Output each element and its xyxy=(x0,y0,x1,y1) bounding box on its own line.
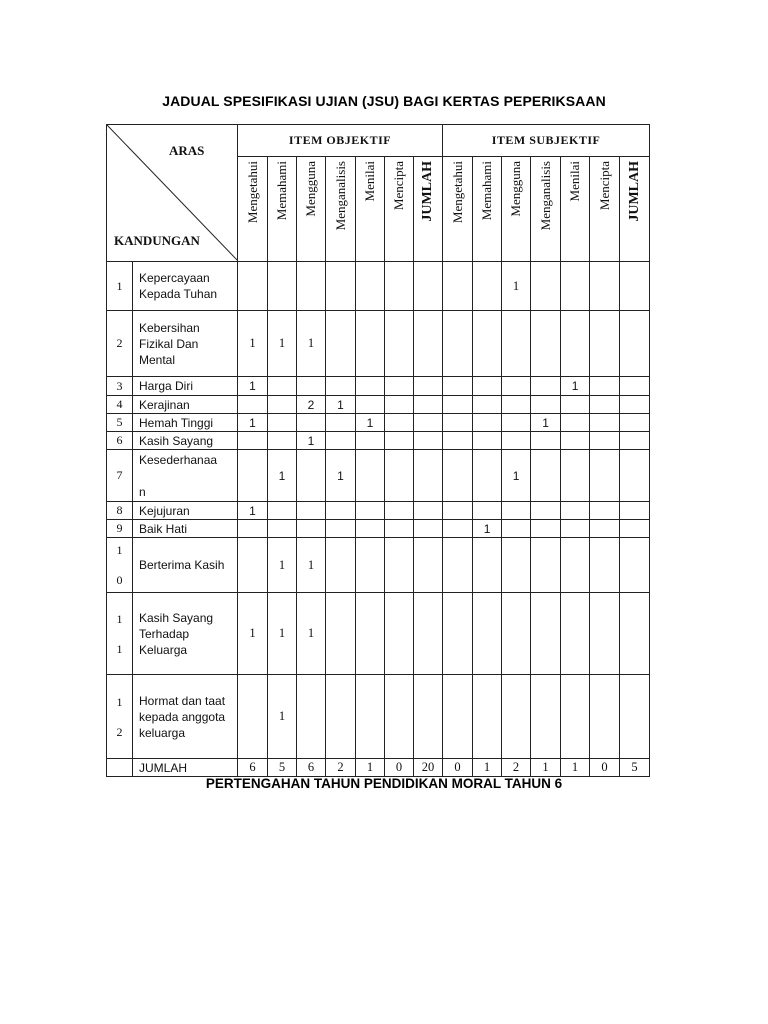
value-cell-obj-5 xyxy=(356,593,385,675)
row-number-digit: 1 xyxy=(116,694,123,709)
value-cell-sub-1 xyxy=(443,377,473,396)
value-cell-sub-4 xyxy=(531,450,561,502)
value-cell-obj-1: 1 xyxy=(238,593,268,675)
value-cell-sub-7 xyxy=(620,432,650,450)
value-cell-obj-4: 1 xyxy=(326,450,356,502)
value-cell-sub-5 xyxy=(561,262,590,311)
value-cell-obj-7 xyxy=(414,520,443,538)
value-cell-sub-1 xyxy=(443,502,473,520)
value-cell-obj-2 xyxy=(268,262,297,311)
value-cell-obj-6 xyxy=(385,675,414,759)
value-cell-obj-1: 1 xyxy=(238,311,268,377)
table-row xyxy=(107,262,650,311)
level-header-obj-1 xyxy=(238,157,268,262)
value-cell-sub-1 xyxy=(443,311,473,377)
row-number-digit: 0 xyxy=(116,573,123,587)
value-cell-sub-3: 1 xyxy=(502,450,531,502)
value-cell-sub-5 xyxy=(561,432,590,450)
row-number xyxy=(107,675,133,759)
total-cell: 1 xyxy=(531,759,561,777)
value-cell-obj-2: 1 xyxy=(268,311,297,377)
value-cell-obj-6 xyxy=(385,311,414,377)
table-row xyxy=(107,538,650,593)
value-cell-obj-7 xyxy=(414,593,443,675)
value-cell-obj-1 xyxy=(238,432,268,450)
value-cell-obj-3 xyxy=(297,675,326,759)
value-cell-obj-3: 1 xyxy=(297,593,326,675)
value-cell-obj-2 xyxy=(268,520,297,538)
value-cell-obj-4 xyxy=(326,538,356,593)
total-cell: 20 xyxy=(414,759,443,777)
level-header-label: Memahami xyxy=(479,161,495,221)
value-cell-sub-5 xyxy=(561,520,590,538)
row-number-digit: 2 xyxy=(116,336,123,350)
table-row xyxy=(107,675,650,759)
value-cell-sub-2 xyxy=(473,414,502,432)
level-header-obj-5 xyxy=(356,157,385,262)
value-cell-obj-1 xyxy=(238,538,268,593)
row-number xyxy=(107,502,133,520)
row-label: Kesederhanaa n xyxy=(133,450,238,502)
total-cell: 0 xyxy=(443,759,473,777)
value-cell-sub-4 xyxy=(531,377,561,396)
value-cell-sub-6 xyxy=(590,414,620,432)
value-cell-sub-2 xyxy=(473,311,502,377)
value-cell-sub-1 xyxy=(443,396,473,414)
value-cell-sub-3 xyxy=(502,520,531,538)
table-row xyxy=(107,396,650,414)
value-cell-sub-7 xyxy=(620,262,650,311)
value-cell-obj-1 xyxy=(238,675,268,759)
value-cell-sub-7 xyxy=(620,520,650,538)
value-cell-sub-3: 1 xyxy=(502,262,531,311)
value-cell-sub-3 xyxy=(502,414,531,432)
value-cell-obj-4 xyxy=(326,414,356,432)
row-number-digit: 4 xyxy=(116,397,123,411)
value-cell-sub-2 xyxy=(473,675,502,759)
value-cell-sub-2 xyxy=(473,432,502,450)
level-header-label: Mengguna xyxy=(303,161,318,217)
value-cell-obj-4: 1 xyxy=(326,396,356,414)
value-cell-sub-6 xyxy=(590,377,620,396)
value-cell-sub-4 xyxy=(531,538,561,593)
level-header-sub-4 xyxy=(531,157,561,262)
row-number-digit: 1 xyxy=(116,543,123,557)
jsu-table xyxy=(106,124,650,777)
level-header-sub-2 xyxy=(473,157,502,262)
value-cell-obj-6 xyxy=(385,377,414,396)
value-cell-obj-5 xyxy=(356,450,385,502)
value-cell-sub-2 xyxy=(473,377,502,396)
value-cell-obj-4 xyxy=(326,432,356,450)
level-header-label: Mengetahui xyxy=(244,161,260,224)
value-cell-sub-1 xyxy=(443,414,473,432)
table-row xyxy=(107,593,650,675)
value-cell-obj-5 xyxy=(356,396,385,414)
level-header-label: Menganalisis xyxy=(332,161,348,231)
level-header-obj-4 xyxy=(326,157,356,262)
value-cell-obj-5 xyxy=(356,502,385,520)
value-cell-obj-2 xyxy=(268,502,297,520)
value-cell-sub-3 xyxy=(502,311,531,377)
total-cell: 0 xyxy=(385,759,414,777)
level-header-sub-3 xyxy=(502,157,531,262)
value-cell-obj-2 xyxy=(268,396,297,414)
row-label: Kasih Sayang Terhadap Keluarga xyxy=(133,593,238,675)
value-cell-sub-3 xyxy=(502,538,531,593)
row-number xyxy=(107,262,133,311)
value-cell-sub-6 xyxy=(590,675,620,759)
value-cell-sub-2 xyxy=(473,538,502,593)
row-label: Kepercayaan Kepada Tuhan xyxy=(133,262,238,311)
value-cell-obj-1 xyxy=(238,396,268,414)
value-cell-sub-7 xyxy=(620,538,650,593)
level-header-label: Mengguna xyxy=(508,161,524,217)
value-cell-sub-5 xyxy=(561,414,590,432)
row-number xyxy=(107,396,133,414)
total-label: JUMLAH xyxy=(133,759,238,777)
value-cell-sub-6 xyxy=(590,432,620,450)
value-cell-obj-1: 1 xyxy=(238,377,268,396)
corner-label-aras: ARAS xyxy=(169,143,205,158)
value-cell-obj-4 xyxy=(326,593,356,675)
value-cell-sub-6 xyxy=(590,520,620,538)
value-cell-obj-4 xyxy=(326,311,356,377)
value-cell-sub-2 xyxy=(473,262,502,311)
row-number xyxy=(107,377,133,396)
value-cell-obj-4 xyxy=(326,675,356,759)
value-cell-sub-6 xyxy=(590,311,620,377)
value-cell-obj-7 xyxy=(414,538,443,593)
value-cell-sub-7 xyxy=(620,502,650,520)
value-cell-sub-1 xyxy=(443,520,473,538)
row-number-digit: 2 xyxy=(116,724,123,739)
level-header-label: Memahami xyxy=(274,161,289,221)
value-cell-sub-7 xyxy=(620,593,650,675)
total-cell: 5 xyxy=(268,759,297,777)
row-label: Harga Diri xyxy=(133,377,238,396)
row-number xyxy=(107,414,133,432)
row-label: Kebersihan Fizikal Dan Mental xyxy=(133,311,238,377)
row-number-digit: 7 xyxy=(116,468,123,482)
level-header-obj-2 xyxy=(268,157,297,262)
row-label: Hemah Tinggi xyxy=(133,414,238,432)
value-cell-obj-4 xyxy=(326,262,356,311)
value-cell-obj-7 xyxy=(414,432,443,450)
value-cell-obj-4 xyxy=(326,520,356,538)
value-cell-obj-3 xyxy=(297,414,326,432)
value-cell-obj-4 xyxy=(326,377,356,396)
value-cell-obj-3: 1 xyxy=(297,538,326,593)
level-header-label: Mengetahui xyxy=(449,161,465,224)
level-header-label: Menilai xyxy=(362,161,377,202)
value-cell-sub-1 xyxy=(443,432,473,450)
value-cell-obj-6 xyxy=(385,538,414,593)
value-cell-obj-1: 1 xyxy=(238,502,268,520)
table-row xyxy=(107,502,650,520)
value-cell-sub-6 xyxy=(590,262,620,311)
level-header-sub-1 xyxy=(443,157,473,262)
value-cell-sub-5 xyxy=(561,450,590,502)
row-label: Hormat dan taat kepada anggota keluarga xyxy=(133,675,238,759)
value-cell-obj-6 xyxy=(385,262,414,311)
total-cell: 1 xyxy=(473,759,502,777)
document-title: JADUAL SPESIFIKASI UJIAN (JSU) BAGI KERTAS PEPERIKSAAN xyxy=(162,93,606,109)
value-cell-sub-6 xyxy=(590,538,620,593)
value-cell-sub-1 xyxy=(443,538,473,593)
value-cell-obj-1: 1 xyxy=(238,414,268,432)
value-cell-obj-6 xyxy=(385,502,414,520)
total-cell: 1 xyxy=(561,759,590,777)
value-cell-obj-2: 1 xyxy=(268,593,297,675)
value-cell-sub-7 xyxy=(620,414,650,432)
value-cell-sub-6 xyxy=(590,450,620,502)
value-cell-sub-1 xyxy=(443,675,473,759)
value-cell-sub-1 xyxy=(443,593,473,675)
row-label: Kasih Sayang xyxy=(133,432,238,450)
level-header-sub-6 xyxy=(590,157,620,262)
value-cell-obj-5: 1 xyxy=(356,414,385,432)
total-cell: 0 xyxy=(590,759,620,777)
value-cell-obj-6 xyxy=(385,396,414,414)
value-cell-sub-6 xyxy=(590,593,620,675)
value-cell-sub-4 xyxy=(531,396,561,414)
value-cell-sub-7 xyxy=(620,675,650,759)
value-cell-obj-7 xyxy=(414,414,443,432)
group-header-objektif: ITEM OBJEKTIF xyxy=(238,125,443,157)
value-cell-obj-6 xyxy=(385,432,414,450)
value-cell-obj-5 xyxy=(356,377,385,396)
level-header-label: Menganalisis xyxy=(537,161,553,231)
value-cell-sub-6 xyxy=(590,502,620,520)
table-row xyxy=(107,520,650,538)
value-cell-sub-4 xyxy=(531,593,561,675)
document-subtitle: PERTENGAHAN TAHUN PENDIDIKAN MORAL TAHUN 6 xyxy=(205,776,563,791)
value-cell-obj-5 xyxy=(356,675,385,759)
value-cell-sub-5 xyxy=(561,396,590,414)
row-number xyxy=(107,520,133,538)
value-cell-obj-3 xyxy=(297,450,326,502)
value-cell-obj-2 xyxy=(268,414,297,432)
corner-header-cell xyxy=(107,125,238,262)
value-cell-obj-2 xyxy=(268,432,297,450)
row-number-digit: 6 xyxy=(116,433,123,447)
row-number xyxy=(107,538,133,593)
value-cell-sub-6 xyxy=(590,396,620,414)
value-cell-sub-1 xyxy=(443,262,473,311)
value-cell-sub-2 xyxy=(473,450,502,502)
row-label: Berterima Kasih xyxy=(133,538,238,593)
row-number xyxy=(107,432,133,450)
value-cell-obj-6 xyxy=(385,520,414,538)
value-cell-obj-3: 1 xyxy=(297,432,326,450)
corner-label-kandungan: KANDUNGAN xyxy=(114,233,200,248)
value-cell-obj-7 xyxy=(414,502,443,520)
level-header-label: JUMLAH xyxy=(420,161,436,222)
table-row xyxy=(107,377,650,396)
row-number-digit: 3 xyxy=(116,378,123,393)
row-number-digit: 8 xyxy=(116,503,123,517)
value-cell-sub-2 xyxy=(473,502,502,520)
value-cell-obj-2: 1 xyxy=(268,450,297,502)
value-cell-sub-4 xyxy=(531,520,561,538)
value-cell-obj-7 xyxy=(414,675,443,759)
value-cell-obj-5 xyxy=(356,538,385,593)
level-header-label: Menilai xyxy=(567,161,583,202)
level-header-obj-7 xyxy=(414,157,443,262)
total-cell: 6 xyxy=(297,759,326,777)
level-header-label: Mencipta xyxy=(596,161,612,211)
level-header-sub-5 xyxy=(561,157,590,262)
value-cell-sub-4: 1 xyxy=(531,414,561,432)
value-cell-obj-3: 1 xyxy=(297,311,326,377)
value-cell-obj-6 xyxy=(385,414,414,432)
value-cell-sub-7 xyxy=(620,311,650,377)
value-cell-obj-1 xyxy=(238,520,268,538)
value-cell-sub-7 xyxy=(620,396,650,414)
value-cell-sub-4 xyxy=(531,262,561,311)
value-cell-sub-4 xyxy=(531,311,561,377)
value-cell-sub-2 xyxy=(473,593,502,675)
value-cell-obj-3: 2 xyxy=(297,396,326,414)
value-cell-obj-2: 1 xyxy=(268,675,297,759)
value-cell-sub-4 xyxy=(531,502,561,520)
value-cell-obj-5 xyxy=(356,311,385,377)
level-header-label: Mencipta xyxy=(391,161,406,211)
value-cell-sub-2: 1 xyxy=(473,520,502,538)
total-cell: 1 xyxy=(356,759,385,777)
value-cell-obj-3 xyxy=(297,377,326,396)
total-row-number xyxy=(107,759,133,777)
value-cell-obj-7 xyxy=(414,311,443,377)
value-cell-obj-3 xyxy=(297,520,326,538)
value-cell-obj-4 xyxy=(326,502,356,520)
total-cell: 5 xyxy=(620,759,650,777)
row-number-digit: 1 xyxy=(116,278,123,293)
value-cell-obj-1 xyxy=(238,450,268,502)
value-cell-sub-3 xyxy=(502,432,531,450)
value-cell-obj-7 xyxy=(414,377,443,396)
row-label: Kerajinan xyxy=(133,396,238,414)
value-cell-obj-2: 1 xyxy=(268,538,297,593)
value-cell-obj-2 xyxy=(268,377,297,396)
value-cell-obj-5 xyxy=(356,262,385,311)
value-cell-sub-5 xyxy=(561,538,590,593)
value-cell-obj-1 xyxy=(238,262,268,311)
value-cell-sub-5: 1 xyxy=(561,377,590,396)
group-header-subjektif: ITEM SUBJEKTIF xyxy=(443,125,650,157)
row-number-digit: 5 xyxy=(116,415,123,429)
value-cell-obj-3 xyxy=(297,502,326,520)
value-cell-sub-5 xyxy=(561,593,590,675)
table-row xyxy=(107,311,650,377)
value-cell-sub-3 xyxy=(502,396,531,414)
value-cell-sub-1 xyxy=(443,450,473,502)
value-cell-obj-7 xyxy=(414,262,443,311)
value-cell-obj-6 xyxy=(385,450,414,502)
level-header-sub-7 xyxy=(620,157,650,262)
value-cell-sub-3 xyxy=(502,502,531,520)
total-cell: 6 xyxy=(238,759,268,777)
value-cell-obj-5 xyxy=(356,520,385,538)
value-cell-obj-3 xyxy=(297,262,326,311)
row-number xyxy=(107,311,133,377)
value-cell-sub-3 xyxy=(502,593,531,675)
level-header-obj-6 xyxy=(385,157,414,262)
table-row xyxy=(107,450,650,502)
row-number-digit: 1 xyxy=(116,641,123,656)
row-label: Kejujuran xyxy=(133,502,238,520)
level-header-obj-3 xyxy=(297,157,326,262)
value-cell-sub-4 xyxy=(531,432,561,450)
row-number-digit: 9 xyxy=(116,521,123,535)
value-cell-sub-5 xyxy=(561,675,590,759)
row-number xyxy=(107,593,133,675)
value-cell-obj-5 xyxy=(356,432,385,450)
value-cell-sub-5 xyxy=(561,311,590,377)
total-cell: 2 xyxy=(326,759,356,777)
row-number-digit: 1 xyxy=(116,611,123,626)
value-cell-sub-2 xyxy=(473,396,502,414)
row-label: Baik Hati xyxy=(133,520,238,538)
value-cell-obj-7 xyxy=(414,396,443,414)
value-cell-sub-3 xyxy=(502,675,531,759)
table-row xyxy=(107,432,650,450)
row-number xyxy=(107,450,133,502)
value-cell-sub-7 xyxy=(620,377,650,396)
value-cell-sub-5 xyxy=(561,502,590,520)
value-cell-obj-7 xyxy=(414,450,443,502)
table-row xyxy=(107,414,650,432)
value-cell-sub-4 xyxy=(531,675,561,759)
value-cell-sub-7 xyxy=(620,450,650,502)
level-header-label: JUMLAH xyxy=(626,161,642,222)
value-cell-sub-3 xyxy=(502,377,531,396)
total-row xyxy=(107,759,650,777)
value-cell-obj-6 xyxy=(385,593,414,675)
total-cell: 2 xyxy=(502,759,531,777)
